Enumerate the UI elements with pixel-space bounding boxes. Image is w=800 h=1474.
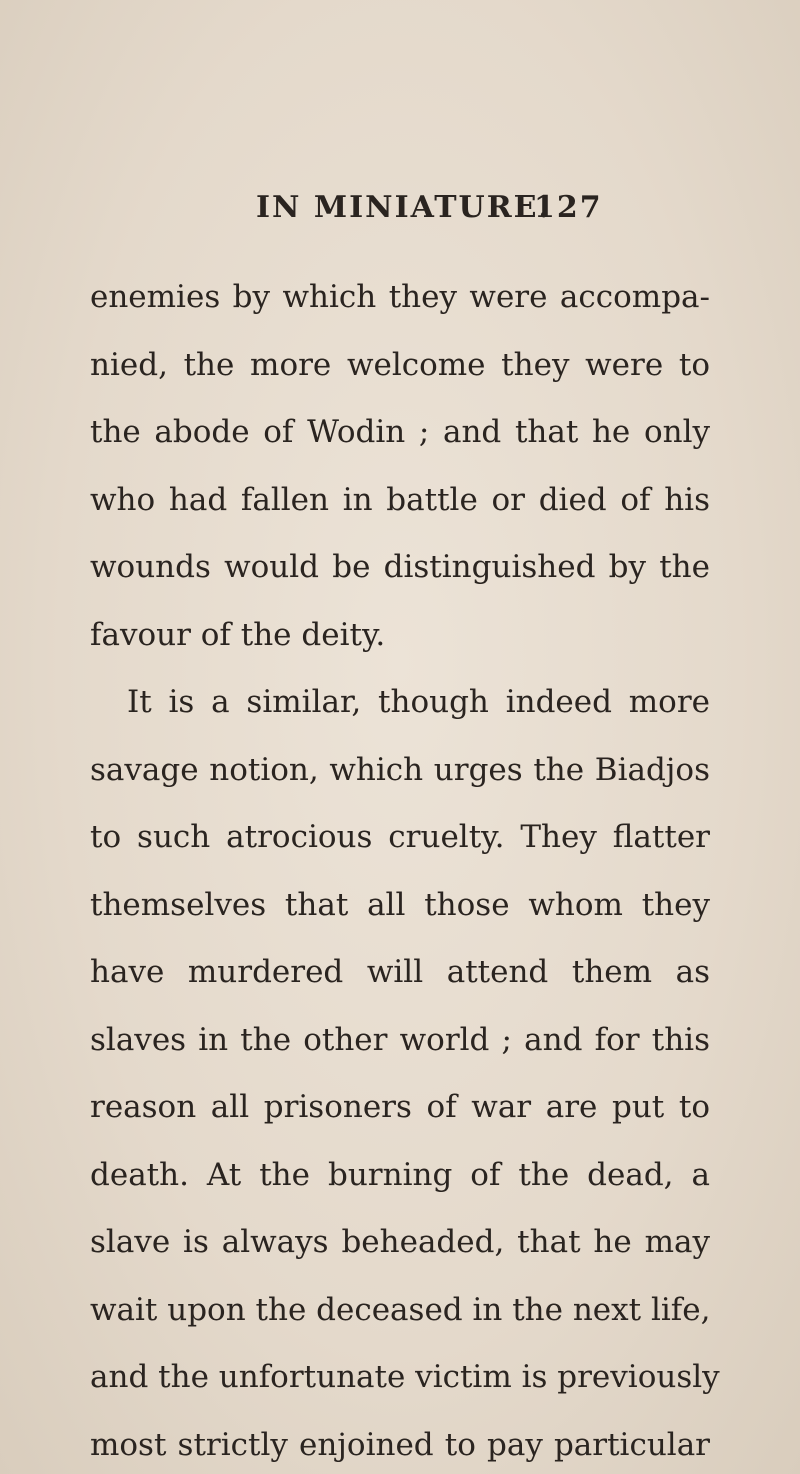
running-title: IN MINIATURE.: [256, 190, 551, 225]
text-line: savage notion, which urges the Biadjos: [90, 751, 710, 788]
running-head: [256, 190, 726, 242]
text-line: slave is always beheaded, that he may: [90, 1224, 710, 1260]
text-line: favour of the deity.: [90, 616, 386, 653]
text-line: to such atrocious cruelty. They flatter: [90, 819, 710, 855]
text-line: have murdered will attend them as: [90, 954, 710, 990]
text-line: nied, the more welcome they were to: [90, 346, 710, 383]
text-line: most strictly enjoined to pay particular: [90, 1426, 710, 1463]
text-line: slaves in the other world ; and for this: [90, 1021, 710, 1058]
page-number: 127: [534, 190, 603, 225]
text-line: wounds would be distinguished by the: [90, 549, 710, 585]
text-line: death. At the burning of the dead, a: [90, 1156, 710, 1193]
text-line: who had fallen in battle or died of his: [90, 481, 710, 518]
text-line: enemies by which they were accompa-: [90, 279, 710, 315]
text-line: reason all prisoners of war are put to: [90, 1089, 710, 1125]
text-line: the abode of Wodin ; and that he only: [90, 414, 710, 450]
paragraph-first-line: It is a similar, though indeed more: [127, 684, 710, 720]
text-line: themselves that all those whom they: [90, 886, 710, 923]
text-line: wait upon the deceased in the next life,: [90, 1291, 711, 1328]
text-line: and the unfortunate victim is previously: [90, 1359, 720, 1395]
